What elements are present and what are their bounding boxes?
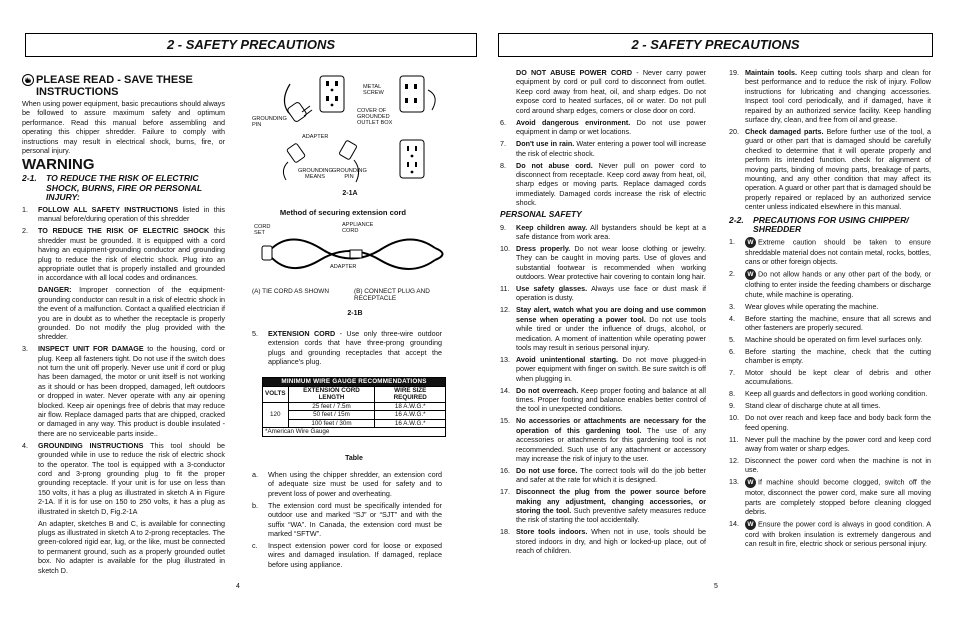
list-item [729, 127, 931, 212]
left-items-list [22, 205, 225, 575]
item-bold: Do not overreach. [516, 385, 579, 395]
item-number: 8. [729, 389, 735, 399]
list-item [500, 223, 706, 242]
item-text: Do not over reach and keep face and body back form the feed opening. [745, 413, 931, 432]
item-number: 15. [500, 416, 510, 426]
table-cell: 16 A.W.G.* [375, 411, 446, 420]
list-item [729, 68, 931, 124]
table-row [263, 402, 446, 411]
item-number: 13. [500, 354, 510, 364]
item-bold: Do not use force. [516, 465, 578, 475]
section-number: 2-2. [729, 214, 744, 225]
section-title-text: PRECAUTIONS FOR USING CHIPPER/ SHREDDER [753, 214, 909, 234]
item-number: 14. [729, 518, 739, 528]
warning-w-icon: W [745, 269, 756, 280]
personal-safety-heading: PERSONAL SAFETY [500, 209, 582, 220]
left-page-header: 2 - SAFETY PRECAUTIONS [25, 33, 477, 57]
item-text: Keep proper footing and balance at all times. Proper footing and balance enables better control of the tool in unexpected conditions. [516, 385, 706, 414]
figure-2-1b [250, 220, 460, 320]
section-2-1-title [22, 174, 225, 202]
item-text: Do not wear loose clothing or jewelry. They can be caught in moving parts. Use of gloves and substantial footwear is recommended when working outdoors. Wear protective hair covering to contain long hair. [516, 243, 706, 282]
list-item [500, 161, 706, 208]
warning-heading: WARNING [22, 156, 95, 174]
item-bold: Check damaged parts. [745, 126, 824, 136]
item-number: a. [252, 470, 258, 479]
item-text: Keep cutting tools sharp and clean for best performance and to reduce the risk of injury. Follow instructions for lubricating and changing accessories. Inspect tool cord periodically, and if damaged, have it repaired by an authorized service facility. Keep handling surface dry, clean, and free from oil and grease. [745, 68, 932, 125]
list-item [729, 237, 931, 267]
warning-w-icon: W [745, 237, 756, 248]
list-item [252, 541, 442, 569]
intro-text: When using power equipment, basic precautions should always be followed to assure maximum safety and optimum performance. Read this manual before assembling and operating this chipper shredder. Failure to comply with instructions may result in electrical shock, burns, fire, or personal injury. [22, 99, 225, 156]
page-number-right: 5 [714, 583, 718, 590]
list-item [500, 386, 706, 414]
item-bold: EXTENSION CORD [268, 329, 336, 338]
list-item [729, 347, 931, 366]
item-number: 17. [500, 487, 510, 497]
item-text: Do not move plugged-in power equipment with finger on switch. Be sure switch is off when plugging in. [516, 354, 706, 383]
item-text: Keep all guards and deflectors in good working condition. [745, 389, 928, 399]
list-item [500, 284, 706, 303]
item-text: When not in use, tools should be stored indoors in dry, and high or locked-up place, out of reach of children. [516, 527, 706, 556]
item-number: 1. [729, 237, 735, 246]
item-bold: Use safety glasses. [516, 284, 588, 294]
item-text: Do not allow hands or any other part of the body, or clothing to enter inside the feeding chambers or discharge chute, while machine is operating. [745, 269, 931, 299]
item-bold: INSPECT UNIT FOR DAMAGE [38, 344, 144, 354]
item-text: listed in this manual before/during operation of this shredder [38, 205, 225, 224]
item-text: Improper connection of the equipment-grounding conductor can result in a risk of electric shock in the event of a malfunction. Contact a qualified electrician if you are in doubt as to whether the receptacle is properly grounded. Do not modify the plug provided with the shredder. [38, 285, 225, 342]
item-bold: Maintain tools. [745, 68, 797, 77]
item-number: 9. [500, 222, 506, 232]
item-number: 11. [500, 284, 510, 294]
table-title: MINIMUM WIRE GAUGE RECOMMENDATIONS [263, 378, 446, 387]
section-2-2-list [729, 237, 931, 549]
list-item [729, 456, 931, 475]
list-item [729, 269, 931, 299]
list-item [729, 389, 931, 398]
item-number: 13. [729, 477, 739, 487]
item-text: Stand clear of discharge chute at all times. [745, 401, 881, 411]
list-item [729, 401, 931, 410]
item-number: 11. [729, 434, 739, 444]
hand-stop-icon [22, 74, 34, 88]
right-page-header: 2 - SAFETY PRECAUTIONS [498, 33, 933, 57]
list-item [252, 501, 442, 539]
left-column-2 [252, 329, 442, 369]
item-text: Extreme caution should be taken to ensure shreddable material does not contain metal, rocks, bottles, cans or other foreign objects. [745, 237, 931, 267]
list-item [729, 435, 931, 454]
item-bold: Do not abuse cord. [516, 160, 593, 170]
list-item [500, 118, 706, 137]
table-footnote: *American Wire Gauge [263, 428, 446, 437]
right-col1-list [500, 118, 706, 208]
item-bold: DO NOT ABUSE POWER CORD [516, 68, 633, 77]
item-text: Before starting the machine, check that the cutting chamber is empty. [745, 346, 931, 366]
label-adapter: ADAPTER [302, 134, 329, 140]
table-cell: 50 feet / 15m [288, 411, 375, 420]
figure-2-1b-title: Method of securing extension cord [279, 208, 407, 217]
item-text: to the housing, cord or plug. Keep all fasteners tight. Do not use if the switch does not turn the unit off properly. Never use unit if cord or plug has been damaged, the motor or unit itself is not working as it should or has been dropped, damaged, left outdoors or dropped in water. Never operate with any air opening blocked. Keep air openings free of debris that may reduce air flow. Replace damaged parts that are chipped, cracked or damaged in any way. This product is double insulated - there are no serviceable parts inside.. [38, 344, 225, 438]
item-text: The correct tools will do the job better and safer at the rate for which it is designed. [516, 465, 706, 485]
item-bold: GROUNDING INSTRUCTIONS [38, 440, 144, 450]
left-column-1 [22, 74, 225, 577]
item-bold: FOLLOW ALL SAFETY INSTRUCTIONS [38, 205, 179, 215]
left-column-2-sub [252, 470, 442, 572]
figure-caption-2-1a: 2-1A [342, 190, 358, 197]
item-bold: Avoid dangerous environment. [516, 118, 631, 128]
list-item [500, 487, 706, 525]
table-cell: 100 feet / 30m [288, 419, 375, 428]
right-col2-list [729, 68, 931, 212]
item-text: Never pull the machine by the power cord and keep cord away from water or sharp edges. [745, 434, 931, 453]
item-number: 1. [22, 205, 28, 215]
table-row [263, 411, 446, 420]
table-caption: Table [345, 455, 363, 462]
label-cord-set: CORD SET [254, 224, 271, 237]
table-cell-volts: 120 [263, 402, 289, 428]
item-text: - Never carry power equipment by cord or pull cord to disconnect from outlet. Keep cord away from heat, oil, and sharp edges. Do not expose cord to heated surfaces, oil or water. Do not pull cord around sharp edges, corners or close door on cord. [516, 68, 707, 115]
item-number: 20. [729, 126, 739, 136]
item-text: Before further use of the tool, a guard or other part that is damaged should be carefully checked to determine that it will operate properly and perform its intended function. check for alignment of moving parts, binding of moving parts, breakage of parts, mounting, and any other condition that may affect its operation. A guard or other part that is damaged should be properly repaired or replaced by an authorized service center unless indicated elsewhere in this manual. [745, 126, 931, 212]
do-not-abuse-power-cord [500, 68, 706, 115]
item-number: b. [252, 500, 258, 510]
item-number: 14. [500, 385, 510, 395]
item-number: 12. [500, 305, 510, 315]
list-item [22, 519, 225, 575]
item-bold: DANGER: [38, 285, 72, 295]
list-item [500, 416, 706, 463]
label-connect-plug: (B) CONNECT PLUG AND RECEPTACLE [354, 288, 430, 303]
intro-title: PLEASE READ - SAVE THESE INSTRUCTIONS [36, 74, 193, 98]
item-number: 10. [500, 243, 510, 253]
list-item [500, 139, 706, 158]
list-item [22, 441, 225, 516]
warning-w-icon: W [745, 519, 756, 530]
list-item [22, 285, 225, 341]
item-bold: No accessories or attachments are necessary for the operation of this gardening tool. [516, 416, 706, 435]
item-number: 7. [500, 139, 506, 149]
item-number: c. [252, 540, 258, 550]
item-text: - Use only three-wire outdoor extension cords that have three-prong grounding plugs and grounding receptacles that accept the appliance's plug. [268, 329, 442, 367]
item-text: Never pull on power cord to disconnect from receptacle. Keep cord away from heat, oil, sharp edges or moving parts. Replace damaged cords immediately. Damaged cords increase the risk of electric shock. [516, 160, 706, 208]
item-number: 2. [729, 269, 735, 279]
item-text: Motor should be kept clear of debris and other accumulations. [745, 368, 931, 387]
label-metal-screw: METAL SCREW [363, 84, 384, 97]
item-number: 10. [729, 413, 739, 423]
item-text: this shredder must be grounded. It is equipped with a cord having an equipment-grounding conductor and grounding plug to reduce the risk of electric shock. Plug into an appropriate outlet that is properly installed and grounded in accordance with all local codes and ordinances. [38, 226, 226, 283]
item-text: This tool should be grounded while in use to reduce the risk of electric shock to the operator. The tool is equipped with a 3-conductor cord and 3-prong grounding plug to fit the proper grounding receptacle. If your unit is for use on less than 150 volts, it has a plug as illustrated in sketch A in Figure 2-1A. If it is for use on 150 to 250 volts, it has a plug as illustrated in sketch D, Fig.2-1A [38, 440, 226, 516]
item-bold: Avoid unintentional starting. [516, 354, 618, 364]
item-number: 4. [22, 440, 28, 450]
list-item [500, 466, 706, 485]
item-number: 4. [729, 313, 735, 323]
item-text: Wear gloves while operating the machine. [745, 301, 879, 311]
item-number: 6. [500, 118, 506, 128]
item-text: Do not use power equipment in damp or wet locations. [516, 118, 706, 137]
label-grounding-pin: GROUNDING PIN [252, 116, 287, 129]
item-text: Inspect extension power cord for loose or exposed wires and damaged insulation. If damaged, replace before using appliance. [268, 540, 442, 569]
list-item [729, 335, 931, 344]
item-number: 2. [22, 226, 28, 236]
list-item [500, 355, 706, 383]
table-header-volts: VOLTS [263, 386, 289, 402]
item-text: Always use face or dust mask if operation is dusty. [516, 284, 707, 303]
list-item [729, 413, 931, 432]
item-bold: Stay alert, watch what you are doing and use common sense when operating a power tool. [516, 305, 706, 324]
list-item [729, 519, 931, 549]
item-bold: Dress properly. [516, 243, 571, 253]
item-number: 9. [729, 401, 735, 411]
item-bold: TO REDUCE THE RISK OF ELECTRIC SHOCK [38, 226, 210, 236]
right-column-1 [500, 68, 706, 558]
item-number: 3. [729, 301, 735, 311]
item-bold: Disconnect the plug from the power source before making any adjustment, changing accessories, or storing the tool. [516, 487, 706, 515]
item-number: 18. [500, 527, 510, 537]
label-tie-cord: (A) TIE CORD AS SHOWN [252, 288, 329, 295]
list-item [729, 368, 931, 387]
item-bold: Don't use in rain. [516, 139, 575, 149]
list-item [252, 470, 442, 498]
grounding-plug-illustration [250, 70, 450, 200]
item-number: 12. [729, 455, 739, 465]
warning-w-icon: W [745, 477, 756, 488]
right-column-2 [729, 68, 931, 551]
table-cell: 18 A.W.G.* [375, 402, 446, 411]
list-item [22, 344, 225, 438]
item-text: If machine should become clogged, switch off the motor, disconnect the power cord, make sure all moving parts are completely stopped before cleaning clogged debris. [745, 477, 931, 516]
list-item [22, 226, 225, 282]
label-grounding-means: GROUNDING MEANS [298, 168, 333, 181]
label-cover-outlet-box: COVER OF GROUNDED OUTLET BOX [357, 108, 393, 127]
table-cell: 25 feet / 7.5m [288, 402, 375, 411]
list-item [500, 305, 706, 352]
list-item [729, 477, 931, 516]
personal-safety-list [500, 223, 706, 556]
item-text: Before starting the machine, ensure that all screws and other fasteners are properly secured. [745, 313, 931, 332]
item-text: When using the chipper shredder, an extension cord of adequate size must be used for safety and to prevent loss of power and overheating. [268, 470, 442, 498]
sub-items-list [252, 470, 442, 569]
figure-2-1a [250, 70, 450, 200]
item-number: 5. [252, 329, 258, 338]
item-5 [252, 329, 442, 367]
wire-gauge-table [262, 377, 446, 437]
section-2-2-title [729, 216, 931, 234]
item-text: Do not use tools while tired or under the influence of drugs, alcohol, or medication. A moment of inattention while operating power tools may result in serious personal injury. [516, 314, 706, 352]
table-row [263, 419, 446, 428]
item-number: 5. [729, 334, 735, 344]
item-text: Such preventive safety measures reduce the risk of starting the tool accidentally. [516, 505, 706, 525]
item-number: 19. [729, 68, 739, 77]
list-item [22, 205, 225, 224]
label-adapter-b: ADAPTER [330, 264, 357, 270]
table-cell: 16 A.W.G.* [375, 419, 446, 428]
section-title-text: TO REDUCE THE RISK OF ELECTRIC SHOCK, BURNS, FIRE OR PERSONAL INJURY: [46, 173, 202, 202]
item-number: 7. [729, 368, 735, 378]
list-item [729, 314, 931, 333]
label-grounding-pin-2: GROUNDING PIN [332, 168, 367, 181]
list-item [500, 244, 706, 282]
label-appliance-cord: APPLIANCE CORD [342, 222, 374, 235]
table-header-size: WIRE SIZE REQUIRED [375, 386, 446, 402]
figure-caption-2-1b: 2-1B [347, 310, 363, 317]
item-number: 3. [22, 344, 28, 354]
item-bold: Store tools indoors. [516, 527, 588, 537]
item-text: An adapter, sketches B and C, is available for connecting plugs as illustrated in sketch A to 2-prong receptacles. The green-colored rigid ear, lug, or the like, must be connected to permanent ground, such as a properly grounded outlet box. No adapter is available for the plug illustrated in sketch D. [38, 518, 225, 575]
item-text: Disconnect the power cord when the machine is not in use. [745, 455, 931, 475]
item-number: 6. [729, 346, 735, 356]
item-text: The use of any accessories or attachments for this gardening tool is not recommended. Such use of any attachment or accessory may increase the risk of injury to the user. [516, 425, 706, 463]
item-text: The extension cord must be specifically intended for outdoor use and marked “SJ” or “SJT” and with the suffix “WA”. In Canada, the extension cord must be marked “SFTW”. [268, 500, 442, 538]
item-text: All bystanders should be kept at a safe distance from work area. [516, 222, 706, 241]
page-number-left: 4 [236, 583, 240, 590]
section-number: 2-1. [22, 173, 37, 184]
table-header-length: EXTENSION CORD LENGTH [288, 386, 375, 402]
item-number: 16. [500, 465, 510, 475]
list-item [729, 302, 931, 311]
list-item [500, 527, 706, 555]
item-text: Ensure the power cord is always in good condition. A cord with broken insulation is extremely dangerous and can result in fire, electric shock or serious personal injury. [745, 519, 931, 549]
item-text: Water entering a power tool will increase the risk of electric shock. [516, 139, 706, 158]
item-bold: Keep children away. [516, 222, 588, 232]
item-text: Machine should be operated on firm level surfaces only. [745, 334, 923, 344]
item-number: 8. [500, 160, 506, 170]
